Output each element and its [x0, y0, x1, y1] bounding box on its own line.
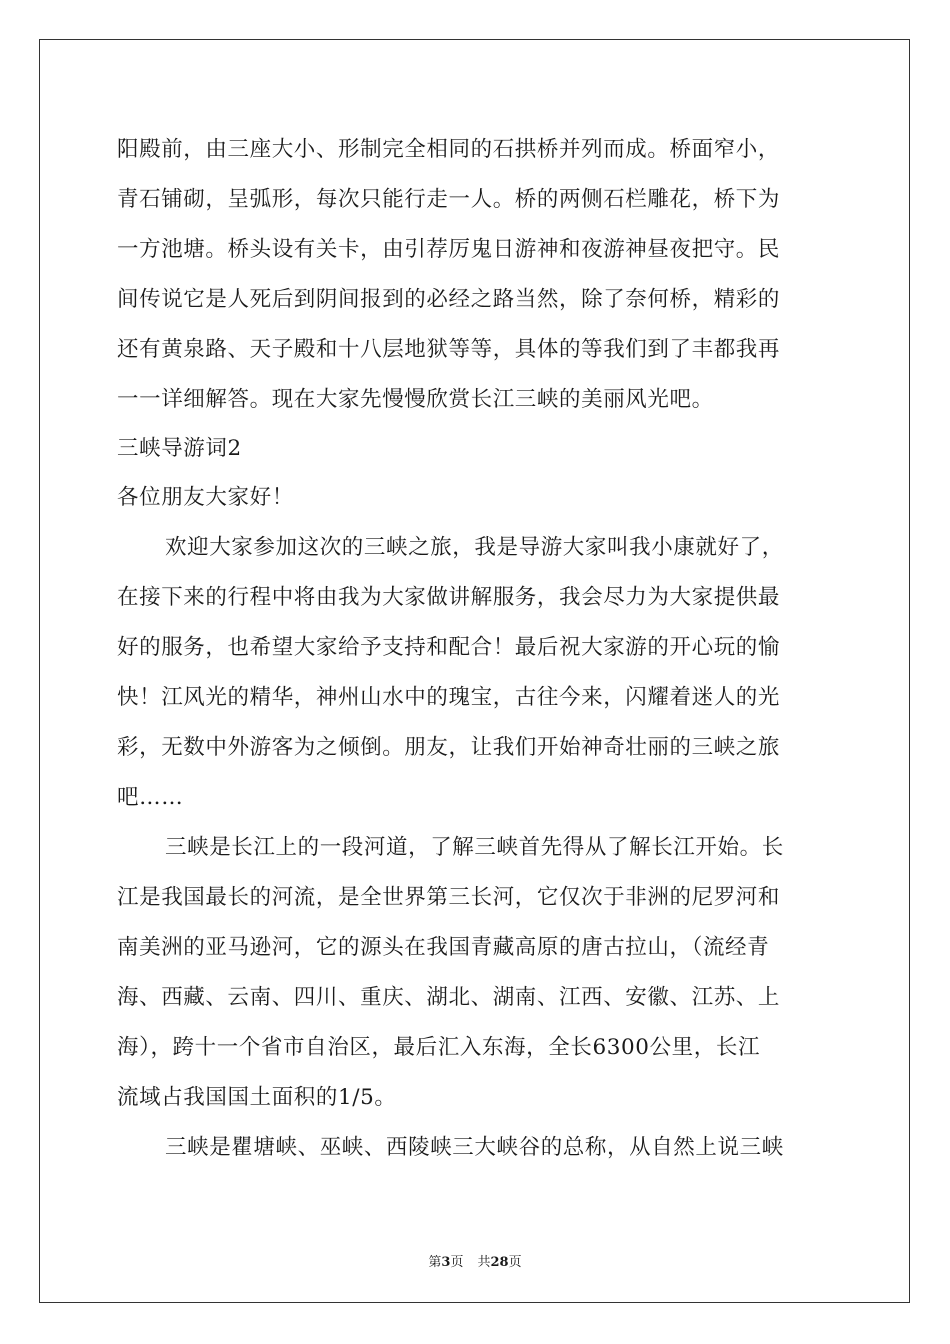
body-line: 快！江风光的精华，神州山水中的瑰宝，古往今来，闪耀着迷人的光	[117, 685, 781, 710]
footer-total-prefix: 共	[477, 1255, 491, 1270]
body-line: 流域占我国国土面积的1/5。	[117, 1085, 397, 1110]
footer-total-number: 28	[490, 1255, 509, 1270]
body-line: 一一详细解答。现在大家先慢慢欣赏长江三峡的美丽风光吧。	[117, 387, 714, 412]
body-line: 三峡是瞿塘峡、巫峡、西陵峡三大峡谷的总称，从自然上说三峡	[165, 1135, 784, 1160]
body-line: 吧……	[117, 785, 184, 810]
body-line: 一方池塘。桥头设有关卡，由引荐厉鬼日游神和夜游神昼夜把守。民	[117, 237, 781, 262]
footer-page-suffix: 页	[450, 1255, 464, 1270]
body-line: 三峡是长江上的一段河道，了解三峡首先得从了解长江开始。长	[165, 835, 784, 860]
body-line: 彩，无数中外游客为之倾倒。朋友，让我们开始神奇壮丽的三峡之旅	[117, 735, 781, 760]
body-line: 青石铺砌，呈弧形，每次只能行走一人。桥的两侧石栏雕花，桥下为	[117, 187, 781, 212]
page-footer	[0, 1251, 950, 1270]
body-line: 好的服务，也希望大家给予支持和配合！最后祝大家游的开心玩的愉	[117, 635, 781, 660]
footer-page-number: 3	[441, 1255, 451, 1270]
body-line: 江是我国最长的河流，是全世界第三长河，它仅次于非洲的尼罗河和	[117, 885, 781, 910]
body-line: 欢迎大家参加这次的三峡之旅，我是导游大家叫我小康就好了，	[165, 535, 784, 560]
body-line: 阳殿前，由三座大小、形制完全相同的石拱桥并列而成。桥面窄小，	[117, 137, 781, 162]
body-line: 南美洲的亚马逊河，它的源头在我国青藏高原的唐古拉山，（流经青	[117, 935, 770, 960]
body-line: 在接下来的行程中将由我为大家做讲解服务，我会尽力为大家提供最	[117, 585, 781, 610]
body-line: 海），跨十一个省市自治区，最后汇入东海，全长6300公里，长江	[117, 1035, 761, 1060]
section-heading: 三峡导游词2	[117, 436, 242, 461]
page-border	[39, 39, 910, 1303]
body-line: 海、西藏、云南、四川、重庆、湖北、湖南、江西、安徽、江苏、上	[117, 985, 781, 1010]
footer-page-prefix: 第	[428, 1255, 442, 1270]
greeting-line: 各位朋友大家好！	[117, 485, 294, 510]
body-line: 还有黄泉路、天子殿和十八层地狱等等，具体的等我们到了丰都我再	[117, 337, 781, 362]
footer-total-suffix: 页	[508, 1255, 522, 1270]
body-line: 间传说它是人死后到阴间报到的必经之路当然，除了奈何桥，精彩的	[117, 287, 781, 312]
